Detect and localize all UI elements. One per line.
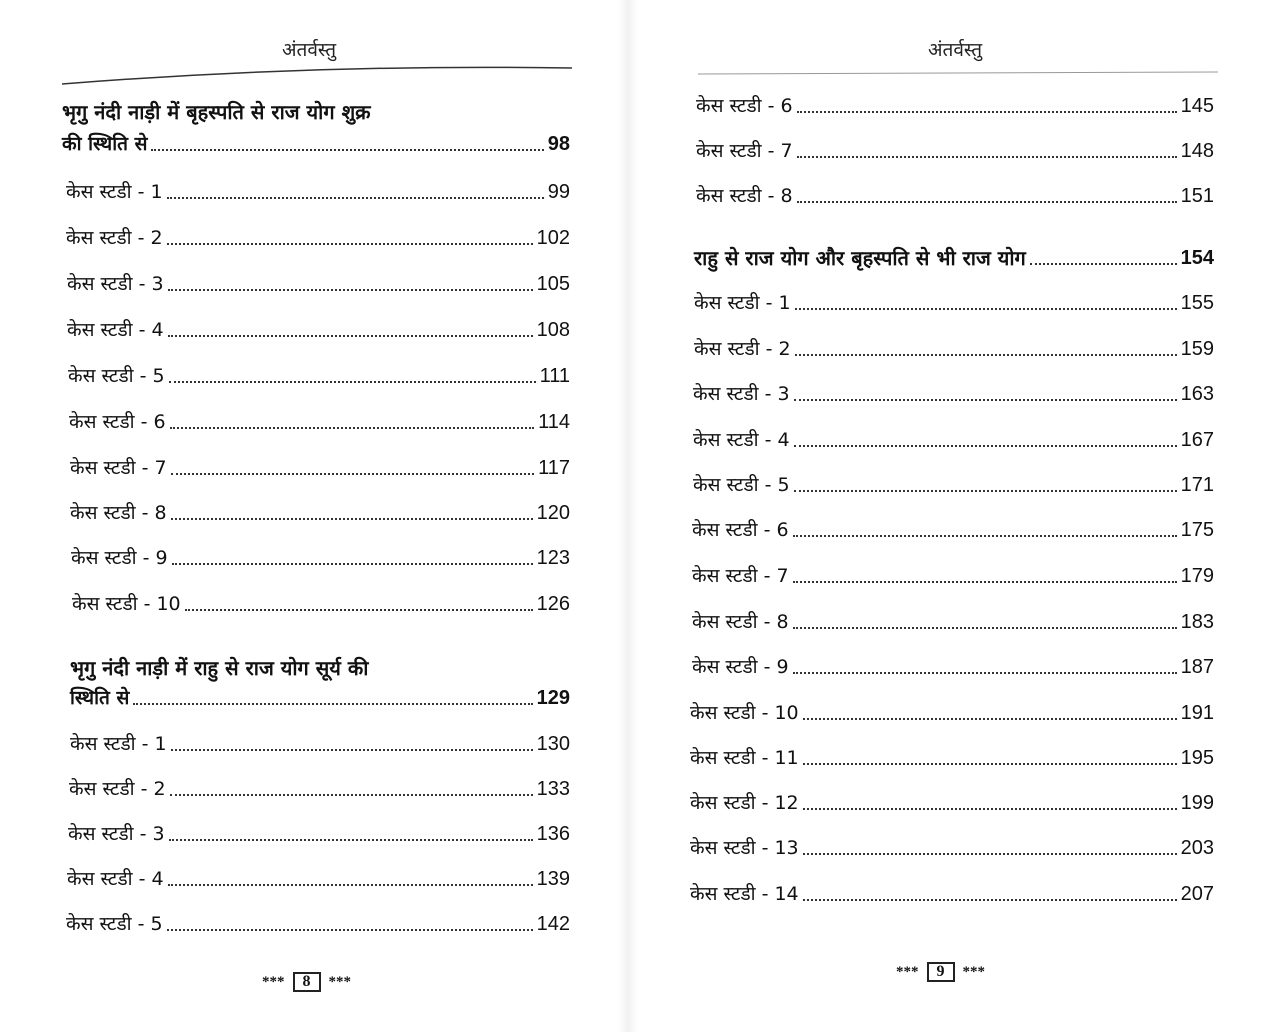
toc-entry [696,184,1214,208]
entry-label: केस स्टडी - 10 [690,702,799,724]
toc-entry [71,546,570,570]
dot-leader [803,898,1177,901]
dot-leader [151,148,543,151]
toc-entry [692,564,1214,588]
entry-label: केस स्टडी - 1 [694,292,791,314]
dot-leader [171,748,533,751]
entry-page: 99 [547,181,570,203]
toc-entry [692,518,1214,542]
entry-label: केस स्टडी - 7 [696,140,793,162]
page-number-footer [896,962,985,982]
entry-page: 111 [539,365,570,387]
dot-leader [797,155,1177,158]
footer-stars: *** [262,973,285,990]
dot-leader [793,534,1177,537]
entry-label: केस स्टडी - 7 [692,565,789,587]
toc-entry [69,410,570,434]
entry-page: 136 [536,823,570,845]
section-title: राहु से राज योग और बृहस्पति से भी राज योग [694,246,1026,270]
dot-leader [803,762,1177,765]
entry-page: 145 [1180,95,1214,117]
toc-entry [696,94,1214,118]
dot-leader [797,110,1177,113]
dot-leader [169,380,536,383]
toc-entry [693,428,1214,452]
entry-label: केस स्टडी - 3 [67,273,164,295]
dot-leader [185,608,533,611]
dot-leader [167,242,533,245]
entry-label: केस स्टडी - 5 [693,474,790,496]
entry-label: केस स्टडी - 5 [68,365,165,387]
dot-leader [168,288,533,291]
dot-leader [171,517,533,520]
entry-page: 179 [1180,565,1214,587]
entry-label: केस स्टडी - 2 [694,338,791,360]
dot-leader [170,426,535,429]
entry-label: केस स्टडी - 10 [72,593,181,615]
dot-leader [1030,262,1177,265]
entry-label: केस स्टडी - 13 [690,837,799,859]
entry-page: 203 [1180,837,1214,859]
entry-page: 123 [536,547,570,569]
toc-entry [693,382,1214,406]
entry-page: 117 [538,457,570,479]
dot-leader [133,702,532,705]
running-head: अंतर्वस्तु [928,39,983,61]
left-page [0,0,625,1032]
toc-entry [694,291,1214,315]
footer-stars: *** [328,973,351,990]
entry-page: 155 [1180,292,1214,314]
entry-page: 108 [536,319,570,341]
entry-page: 148 [1180,140,1214,162]
entry-page: 199 [1180,792,1214,814]
entry-label: केस स्टडी - 2 [69,778,166,800]
section-page-number: 129 [536,687,570,709]
entry-label: केस स्टडी - 11 [690,747,799,769]
dot-leader [794,398,1177,401]
entry-page: 163 [1180,383,1214,405]
section-title-row [62,132,570,156]
entry-page: 102 [536,227,570,249]
entry-label: केस स्टडी - 6 [692,519,789,541]
entry-label: केस स्टडी - 1 [70,733,167,755]
header-rule [62,58,572,88]
dot-leader [168,334,533,337]
entry-label: केस स्टडी - 4 [67,319,164,341]
page-number: 8 [293,972,321,992]
toc-entry [690,791,1214,815]
dot-leader [794,444,1177,447]
dot-leader [171,472,535,475]
toc-entry [68,822,570,846]
entry-label: केस स्टडी - 7 [70,457,167,479]
dot-leader [167,928,533,931]
entry-label: केस स्टडी - 8 [696,185,793,207]
dot-leader [172,562,533,565]
entry-label: केस स्टडी - 3 [68,823,165,845]
right-page [640,0,1275,1032]
toc-entry [690,701,1214,725]
toc-entry [67,867,570,891]
entry-page: 167 [1180,429,1214,451]
toc-entry [692,610,1214,634]
toc-entry [72,592,570,616]
toc-entry [70,456,570,480]
page-number-footer [262,972,351,992]
toc-entry [70,732,570,756]
toc-entry [696,139,1214,163]
entry-label: केस स्टडी - 4 [693,429,790,451]
toc-entry [690,836,1214,860]
section-title-continued: स्थिति से [70,687,130,709]
entry-page: 114 [538,411,570,433]
dot-leader [167,196,544,199]
dot-leader [170,793,533,796]
toc-entry [692,655,1214,679]
toc-entry [66,912,570,936]
dot-leader [795,353,1177,356]
toc-entry [70,501,570,525]
dot-leader [793,671,1177,674]
section-title: भृगु नंदी नाड़ी में बृहस्पति से राज योग शुक्र [62,100,371,124]
footer-stars: *** [962,963,985,980]
header-rule [698,58,1218,88]
entry-page: 139 [536,868,570,890]
entry-label: केस स्टडी - 2 [66,227,163,249]
dot-leader [169,838,533,841]
section-title-row [694,246,1214,270]
entry-label: केस स्टडी - 8 [70,502,167,524]
toc-entry [690,746,1214,770]
section-page-number: 98 [547,133,570,155]
footer-stars: *** [896,963,919,980]
entry-label: केस स्टडी - 1 [66,181,163,203]
dot-leader [793,580,1177,583]
entry-page: 130 [536,733,570,755]
running-head: अंतर्वस्तु [282,39,337,61]
toc-entry [67,272,570,296]
entry-label: केस स्टडी - 12 [690,792,799,814]
entry-page: 133 [536,778,570,800]
entry-label: केस स्टडी - 4 [67,868,164,890]
entry-page: 105 [536,273,570,295]
entry-page: 159 [1180,338,1214,360]
section-title-continued: की स्थिति से [62,133,148,155]
toc-entry [68,364,570,388]
entry-page: 142 [536,913,570,935]
toc-entry [67,318,570,342]
entry-page: 126 [536,593,570,615]
entry-page: 195 [1180,747,1214,769]
entry-label: केस स्टडी - 6 [696,95,793,117]
entry-page: 191 [1180,702,1214,724]
dot-leader [803,807,1177,810]
entry-page: 207 [1180,883,1214,905]
entry-page: 175 [1180,519,1214,541]
toc-entry [69,777,570,801]
toc-entry [694,337,1214,361]
entry-page: 187 [1180,656,1214,678]
entry-label: केस स्टडी - 14 [690,883,799,905]
entry-page: 171 [1180,474,1214,496]
section-title: भृगु नंदी नाड़ी में राहु से राज योग सूर्य की [70,656,369,680]
entry-label: केस स्टडी - 5 [66,913,163,935]
dot-leader [794,489,1177,492]
entry-label: केस स्टडी - 9 [71,547,168,569]
entry-label: केस स्टडी - 6 [69,411,166,433]
page-number: 9 [927,962,955,982]
dot-leader [793,626,1177,629]
entry-label: केस स्टडी - 9 [692,656,789,678]
toc-entry [693,473,1214,497]
entry-page: 183 [1180,611,1214,633]
entry-page: 151 [1180,185,1214,207]
dot-leader [168,883,533,886]
section-page-number: 154 [1180,247,1214,269]
entry-label: केस स्टडी - 3 [693,383,790,405]
dot-leader [803,852,1177,855]
dot-leader [795,307,1177,310]
section-title-row [70,686,570,710]
dot-leader [803,717,1177,720]
toc-entry [66,226,570,250]
entry-label: केस स्टडी - 8 [692,611,789,633]
dot-leader [797,200,1177,203]
book-gutter [618,0,638,1032]
toc-entry [66,180,570,204]
entry-page: 120 [536,502,570,524]
toc-entry [690,882,1214,906]
